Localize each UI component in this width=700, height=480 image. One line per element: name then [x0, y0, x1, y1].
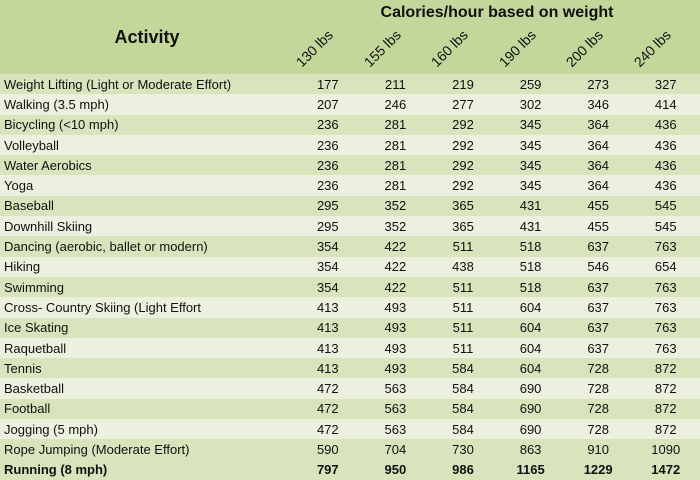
calorie-value-cell: 728 — [587, 381, 610, 397]
activity-cell: Cross- Country Skiing (Light Effort — [4, 299, 201, 315]
calorie-value-cell: 546 — [587, 259, 610, 275]
calorie-value-cell: 511 — [452, 239, 474, 255]
calorie-value-cell: 872 — [654, 360, 677, 376]
table-row — [0, 196, 700, 216]
calorie-value-cell: 292 — [452, 178, 474, 194]
activity-cell: Swimming — [4, 279, 64, 295]
calorie-value-cell: 436 — [654, 137, 677, 153]
weight-group-header: Calories/hour based on weight — [380, 4, 614, 21]
calorie-value-cell: 345 — [519, 178, 542, 194]
calorie-value-cell: 354 — [316, 279, 339, 295]
calorie-value-cell: 472 — [316, 401, 339, 417]
calorie-value-cell: 637 — [587, 340, 610, 356]
calorie-value-cell: 563 — [384, 421, 407, 437]
calorie-value-cell: 455 — [587, 218, 610, 234]
calorie-value-cell: 177 — [316, 76, 339, 92]
calorie-value-cell: 246 — [384, 96, 407, 112]
activity-cell: Ice Skating — [4, 320, 69, 336]
calorie-value-cell: 365 — [452, 198, 474, 214]
table-row — [0, 358, 700, 378]
calorie-value-cell: 295 — [316, 198, 339, 214]
calorie-value-cell: 563 — [384, 401, 407, 417]
calorie-value-cell: 292 — [452, 117, 474, 133]
calorie-value-cell: 422 — [384, 279, 407, 295]
table-row — [0, 175, 700, 195]
calorie-value-cell: 604 — [519, 299, 542, 315]
activity-cell: Yoga — [4, 178, 34, 194]
table-row — [0, 135, 700, 155]
calorie-value-cell: 511 — [452, 340, 474, 356]
calorie-value-cell: 431 — [519, 198, 542, 214]
table-row — [0, 378, 700, 398]
calorie-value-cell: 1165 — [516, 462, 545, 478]
calorie-value-cell: 364 — [587, 157, 610, 173]
calorie-value-cell: 295 — [316, 218, 339, 234]
calorie-value-cell: 511 — [452, 299, 474, 315]
calorie-value-cell: 545 — [654, 218, 677, 234]
calorie-value-cell: 327 — [654, 76, 677, 92]
activity-cell: Volleyball — [4, 137, 59, 153]
column-header-label: 160 lbs — [427, 26, 472, 70]
calorie-value-cell: 364 — [587, 117, 610, 133]
calorie-value-cell: 346 — [587, 96, 610, 112]
calorie-value-cell: 352 — [384, 198, 407, 214]
calorie-value-cell: 545 — [654, 198, 677, 214]
activity-cell: Bicycling (<10 mph) — [4, 117, 119, 133]
calorie-value-cell: 511 — [452, 279, 474, 295]
table-row — [0, 236, 700, 256]
calorie-value-cell: 436 — [654, 117, 677, 133]
calorie-value-cell: 728 — [587, 401, 610, 417]
column-header-label: 200 lbs — [563, 26, 607, 70]
table-row — [0, 439, 700, 459]
calorie-value-cell: 730 — [452, 441, 474, 457]
calorie-value-cell: 654 — [654, 259, 677, 275]
calorie-value-cell: 563 — [384, 381, 407, 397]
table-header — [0, 0, 700, 74]
calorie-value-cell: 863 — [519, 441, 542, 457]
calorie-value-cell: 872 — [654, 421, 677, 437]
table-row — [0, 460, 700, 480]
calorie-value-cell: 413 — [316, 360, 339, 376]
calorie-value-cell: 584 — [452, 401, 474, 417]
calorie-value-cell: 1090 — [651, 441, 681, 457]
calorie-value-cell: 292 — [452, 137, 474, 153]
calorie-value-cell: 472 — [316, 381, 339, 397]
calorie-value-cell: 277 — [452, 96, 474, 112]
calorie-value-cell: 345 — [519, 157, 542, 173]
calorie-value-cell: 604 — [519, 360, 542, 376]
calorie-value-cell: 364 — [587, 137, 610, 153]
calorie-value-cell: 281 — [384, 137, 407, 153]
calorie-value-cell: 637 — [587, 239, 610, 255]
calorie-value-cell: 414 — [654, 96, 677, 112]
calorie-value-cell: 763 — [654, 299, 677, 315]
calorie-value-cell: 986 — [452, 462, 474, 478]
calorie-value-cell: 872 — [654, 381, 677, 397]
calorie-value-cell: 236 — [316, 137, 339, 153]
activity-cell: Raquetball — [4, 340, 67, 356]
column-header-label: 240 lbs — [630, 26, 674, 70]
table-row — [0, 94, 700, 114]
calorie-value-cell: 1472 — [651, 462, 681, 478]
calorie-value-cell: 872 — [654, 401, 677, 417]
calorie-value-cell: 422 — [384, 259, 407, 275]
table-body — [0, 74, 700, 480]
calorie-value-cell: 604 — [519, 340, 542, 356]
calorie-value-cell: 354 — [316, 239, 339, 255]
calorie-value-cell: 455 — [587, 198, 610, 214]
calorie-value-cell: 436 — [654, 157, 677, 173]
calorie-value-cell: 763 — [654, 279, 677, 295]
calorie-value-cell: 518 — [519, 239, 542, 255]
column-header — [292, 26, 362, 74]
column-header-label: 130 lbs — [292, 26, 336, 70]
activity-cell: Water Aerobics — [4, 157, 92, 173]
calorie-value-cell: 518 — [519, 259, 542, 275]
activity-cell: Tennis — [4, 360, 42, 376]
calorie-value-cell: 637 — [587, 320, 610, 336]
calorie-value-cell: 604 — [519, 320, 542, 336]
table-row — [0, 216, 700, 236]
calorie-value-cell: 236 — [316, 178, 339, 194]
calorie-value-cell: 690 — [519, 401, 542, 417]
table-row — [0, 318, 700, 338]
calorie-value-cell: 281 — [384, 157, 407, 173]
calorie-value-cell: 690 — [519, 421, 542, 437]
activity-cell: Running (8 mph) — [4, 462, 108, 478]
calorie-value-cell: 493 — [384, 320, 407, 336]
calorie-value-cell: 704 — [384, 441, 407, 457]
calorie-value-cell: 354 — [316, 259, 339, 275]
calorie-value-cell: 518 — [519, 279, 542, 295]
calorie-value-cell: 219 — [452, 76, 474, 92]
calorie-value-cell: 763 — [654, 239, 677, 255]
calorie-value-cell: 763 — [654, 320, 677, 336]
column-header — [630, 26, 700, 74]
calorie-value-cell: 511 — [452, 320, 474, 336]
calorie-value-cell: 493 — [384, 340, 407, 356]
table-row — [0, 277, 700, 297]
calorie-value-cell: 211 — [385, 76, 406, 92]
table-row — [0, 115, 700, 135]
calorie-value-cell: 352 — [384, 218, 407, 234]
calorie-value-cell: 292 — [452, 157, 474, 173]
calorie-value-cell: 413 — [316, 340, 339, 356]
table-row — [0, 155, 700, 175]
calorie-value-cell: 910 — [587, 441, 610, 457]
activity-cell: Dancing (aerobic, ballet or modern) — [4, 239, 208, 255]
calorie-value-cell: 281 — [384, 178, 407, 194]
calorie-value-cell: 365 — [452, 218, 474, 234]
calorie-value-cell: 345 — [519, 117, 542, 133]
calorie-value-cell: 763 — [654, 340, 677, 356]
calorie-value-cell: 584 — [452, 421, 474, 437]
column-header — [495, 26, 565, 74]
calorie-value-cell: 436 — [654, 178, 677, 194]
calorie-value-cell: 493 — [384, 299, 407, 315]
calorie-value-cell: 236 — [316, 157, 339, 173]
table-row — [0, 399, 700, 419]
column-header — [563, 26, 632, 74]
calorie-value-cell: 281 — [384, 117, 407, 133]
column-header-label: 155 lbs — [360, 26, 404, 70]
calorie-value-cell: 273 — [587, 76, 610, 92]
calorie-value-cell: 345 — [519, 137, 542, 153]
calorie-value-cell: 236 — [316, 117, 339, 133]
column-header — [427, 26, 497, 74]
calorie-value-cell: 438 — [452, 259, 474, 275]
calorie-value-cell: 584 — [452, 381, 474, 397]
calorie-value-cell: 207 — [316, 96, 339, 112]
calorie-value-cell: 950 — [384, 462, 407, 478]
calorie-value-cell: 422 — [384, 239, 407, 255]
calorie-value-cell: 584 — [452, 360, 474, 376]
column-header — [360, 26, 430, 74]
table-row — [0, 297, 700, 317]
calorie-value-cell: 472 — [316, 421, 339, 437]
calorie-value-cell: 637 — [587, 279, 610, 295]
calorie-value-cell: 797 — [316, 462, 339, 478]
activity-cell: Walking (3.5 mph) — [4, 96, 109, 112]
calorie-value-cell: 1229 — [583, 462, 613, 478]
calorie-value-cell: 431 — [519, 218, 542, 234]
calorie-value-cell: 690 — [519, 381, 542, 397]
activity-cell: Baseball — [4, 198, 54, 214]
activity-cell: Football — [4, 401, 51, 417]
activity-cell: Basketball — [4, 381, 64, 397]
activity-cell: Hiking — [4, 259, 41, 275]
activity-cell: Downhill Skiing — [4, 218, 93, 234]
activity-cell: Weight Lifting (Light or Moderate Effort) — [4, 76, 232, 92]
calorie-value-cell: 302 — [519, 96, 542, 112]
table-row — [0, 419, 700, 439]
activity-cell: Jogging (5 mph) — [4, 421, 98, 437]
column-header-label: 190 lbs — [495, 26, 539, 70]
activity-column-header: Activity — [114, 26, 180, 47]
calorie-value-cell: 259 — [519, 76, 542, 92]
calorie-value-cell: 364 — [587, 178, 610, 194]
calorie-value-cell: 413 — [316, 299, 339, 315]
table-row — [0, 257, 700, 277]
calorie-value-cell: 728 — [587, 360, 610, 376]
table-row — [0, 74, 700, 94]
activity-cell: Rope Jumping (Moderate Effort) — [4, 441, 190, 457]
calorie-value-cell: 728 — [587, 421, 610, 437]
calorie-value-cell: 413 — [316, 320, 339, 336]
calorie-value-cell: 493 — [384, 360, 407, 376]
table-row — [0, 338, 700, 358]
calorie-value-cell: 590 — [316, 441, 339, 457]
calorie-value-cell: 637 — [587, 299, 610, 315]
